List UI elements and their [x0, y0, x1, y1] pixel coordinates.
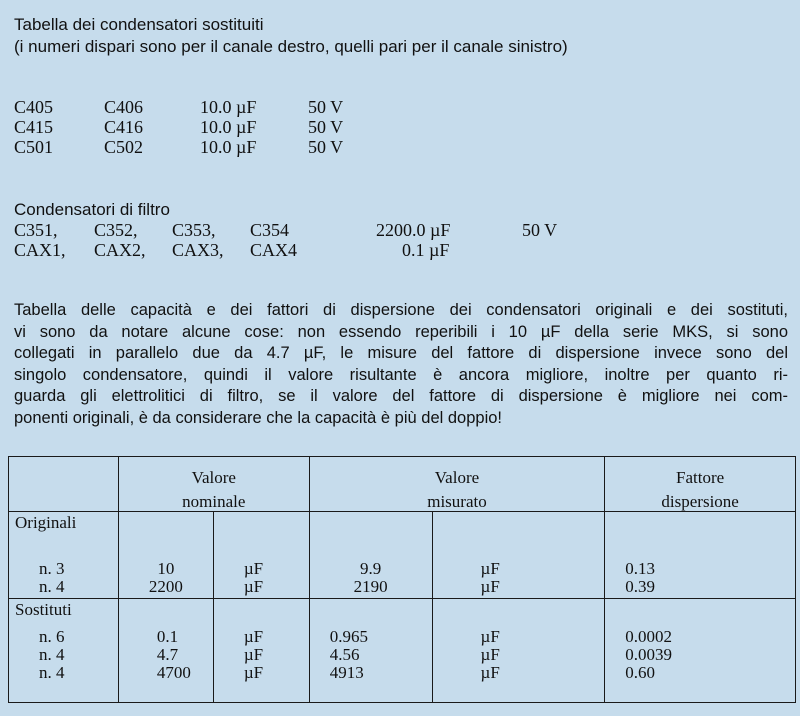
odd-capacitor: C405 — [14, 97, 54, 117]
section-label: Sostituti — [15, 600, 72, 619]
header-empty — [9, 457, 119, 512]
header-factor — [605, 457, 796, 512]
nominal-cell — [118, 512, 213, 599]
section-cell — [9, 599, 119, 703]
header-nominal-line2: nominale — [182, 492, 246, 511]
row-count: n. 4 — [39, 645, 65, 664]
section-cell — [9, 512, 119, 599]
paragraph-line: vi sono da notare alcune cose: non essendo reperibili i 10 µF della serie MKS, si sono — [14, 322, 788, 341]
header-nominal — [118, 457, 309, 512]
nominal-cell — [118, 599, 213, 703]
factor-value: 0.0039 — [625, 645, 672, 664]
section-label: Originali — [15, 513, 77, 532]
capacitance: 10.0 µF — [200, 117, 257, 137]
odd-capacitor: C415 — [14, 117, 54, 137]
paragraph-line: ponenti originali, è da considerare che la capacità è più del doppio! — [14, 408, 502, 427]
measured-cell — [309, 599, 432, 703]
capacitor-id: CAX3, — [172, 240, 224, 260]
capacitor-id: C351, — [14, 220, 58, 240]
header-factor-line1: Fattore — [676, 468, 725, 487]
capacitor-id: CAX4 — [250, 240, 298, 260]
paragraph-line: guarda gli elettrolitici di filtro, se il valore del fattore di dispersione è migliore nei com- — [14, 387, 788, 405]
title-line-1: Tabella dei condensatori sostituiti — [14, 15, 264, 34]
measured-value: 4913 — [329, 663, 364, 682]
nominal-value: 0.1 — [156, 627, 179, 646]
nominal-value: 4.7 — [156, 645, 179, 664]
title-line-2: (i numeri dispari sono per il canale destro, quelli pari per il canale sinistro) — [14, 37, 568, 56]
header-nominal-line1: Valore — [191, 468, 236, 487]
odd-capacitor: C501 — [14, 137, 54, 157]
capacitance: 2200.0 µF — [376, 220, 451, 240]
capacitor-id: C354 — [250, 220, 290, 240]
even-capacitor: C406 — [104, 97, 144, 117]
unit: µF — [480, 627, 500, 646]
header-measured — [309, 457, 605, 512]
voltage: 50 V — [308, 117, 344, 137]
capacitance: 10.0 µF — [200, 97, 257, 117]
even-capacitor: C416 — [104, 117, 144, 137]
unit: µF — [480, 559, 500, 578]
unit: µF — [243, 559, 264, 578]
measured-value: 4.56 — [329, 645, 360, 664]
measured-value: 0.965 — [329, 627, 368, 646]
factor-cell — [605, 512, 796, 599]
unit: µF — [243, 577, 264, 596]
row-count: n. 3 — [39, 559, 65, 578]
header-measured-line2: misurato — [427, 492, 487, 511]
voltage: 50 V — [308, 137, 344, 157]
unit-cell — [432, 512, 605, 599]
table-row — [9, 599, 796, 703]
page-title — [14, 14, 568, 58]
unit-cell — [213, 599, 309, 703]
filter-heading: Condensatori di filtro — [14, 200, 170, 219]
factor-value: 0.39 — [625, 577, 655, 596]
description-paragraph — [14, 300, 788, 429]
unit-cell — [213, 512, 309, 599]
capacitance: 10.0 µF — [200, 137, 257, 157]
unit: µF — [243, 627, 264, 646]
header-measured-line1: Valore — [434, 468, 480, 487]
even-capacitor: C502 — [104, 137, 144, 157]
nominal-value: 2200 — [148, 577, 183, 596]
measured-cell — [309, 512, 432, 599]
capacitor-id: C353, — [172, 220, 216, 240]
unit-cell — [432, 599, 605, 703]
capacitor-id: C352, — [94, 220, 138, 240]
unit: µF — [480, 645, 500, 664]
header-factor-line2: dispersione — [661, 492, 739, 511]
measured-value: 2190 — [353, 577, 388, 596]
voltage: 50 V — [308, 97, 344, 117]
factor-cell — [605, 599, 796, 703]
table-header-row — [9, 457, 796, 512]
nominal-value: 10 — [157, 559, 175, 578]
row-count: n. 6 — [39, 627, 65, 646]
paragraph-line: Tabella delle capacità e dei fattori di dispersione dei condensatori originali e dei sostituti, — [14, 301, 788, 319]
factor-value: 0.60 — [625, 663, 655, 682]
capacitance: 0.1 µF — [402, 240, 450, 260]
factor-value: 0.0002 — [625, 627, 672, 646]
table-row — [9, 512, 796, 599]
factor-value: 0.13 — [625, 559, 655, 578]
capacitor-id: CAX1, — [14, 240, 66, 260]
row-count: n. 4 — [39, 577, 65, 596]
unit: µF — [243, 645, 264, 664]
unit: µF — [480, 577, 500, 596]
capacitance-table — [8, 456, 796, 703]
measured-value: 9.9 — [359, 559, 382, 578]
unit: µF — [243, 663, 264, 682]
row-count: n. 4 — [39, 663, 65, 682]
nominal-value: 4700 — [156, 663, 191, 682]
paragraph-line: collegati in parallelo due da 4.7 µF, le misure del fattore di dispersione invece sono del — [14, 344, 788, 362]
unit: µF — [480, 663, 500, 682]
paragraph-line: singolo condensatore, quindi il valore risultante è ancora migliore, inoltre per quanto ri- — [14, 365, 788, 384]
capacitor-id: CAX2, — [94, 240, 146, 260]
voltage: 50 V — [522, 220, 558, 240]
